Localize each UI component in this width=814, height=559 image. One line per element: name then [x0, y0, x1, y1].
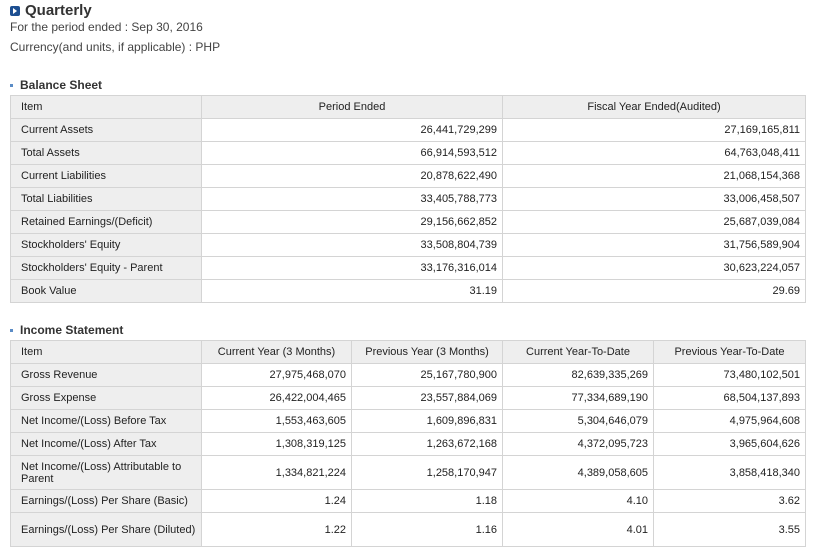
row-label: Earnings/(Loss) Per Share (Basic): [11, 490, 202, 513]
table-row: [11, 119, 806, 142]
row-label: Book Value: [11, 280, 202, 303]
table-row: [11, 364, 806, 387]
balance-sheet-table: [10, 95, 806, 303]
row-label: Gross Revenue: [11, 364, 202, 387]
cell-value: 25,167,780,900: [352, 364, 503, 387]
column-header: Fiscal Year Ended(Audited): [503, 96, 806, 119]
cell-value: 1.18: [352, 490, 503, 513]
row-label: Total Liabilities: [11, 188, 202, 211]
cell-value: 4.10: [503, 490, 654, 513]
balance-sheet-heading: [10, 78, 102, 92]
row-label: Gross Expense: [11, 387, 202, 410]
table-row: [11, 142, 806, 165]
cell-value: 29,156,662,852: [202, 211, 503, 234]
table-row: [11, 165, 806, 188]
cell-value: 27,975,468,070: [202, 364, 352, 387]
column-header: Current Year-To-Date: [503, 341, 654, 364]
cell-value: 1,263,672,168: [352, 433, 503, 456]
row-label: Stockholders' Equity - Parent: [11, 257, 202, 280]
row-label: Earnings/(Loss) Per Share (Diluted): [11, 513, 202, 547]
table-row: [11, 234, 806, 257]
bullet-icon: [10, 329, 13, 332]
cell-value: 21,068,154,368: [503, 165, 806, 188]
income-statement-title: Income Statement: [20, 323, 124, 337]
row-label: Total Assets: [11, 142, 202, 165]
cell-value: 1.22: [202, 513, 352, 547]
row-label: Net Income/(Loss) Attributable to Parent: [11, 456, 202, 490]
table-row: [11, 456, 806, 490]
cell-value: 3.62: [654, 490, 806, 513]
cell-value: 1,258,170,947: [352, 456, 503, 490]
cell-value: 4,389,058,605: [503, 456, 654, 490]
column-header: Item: [11, 341, 202, 364]
cell-value: 1,609,896,831: [352, 410, 503, 433]
cell-value: 3.55: [654, 513, 806, 547]
cell-value: 27,169,165,811: [503, 119, 806, 142]
table-header-row: [11, 96, 806, 119]
cell-value: 3,965,604,626: [654, 433, 806, 456]
report-title[interactable]: [10, 2, 92, 19]
cell-value: 26,422,004,465: [202, 387, 352, 410]
cell-value: 1.24: [202, 490, 352, 513]
cell-value: 73,480,102,501: [654, 364, 806, 387]
period-text: For the period ended : Sep 30, 2016: [10, 20, 203, 34]
cell-value: 33,508,804,739: [202, 234, 503, 257]
balance-sheet-title: Balance Sheet: [20, 78, 103, 92]
cell-value: 77,334,689,190: [503, 387, 654, 410]
report-title-text[interactable]: Quarterly: [25, 2, 92, 19]
column-header: Item: [11, 96, 202, 119]
row-label: Retained Earnings/(Deficit): [11, 211, 202, 234]
row-label: Stockholders' Equity: [11, 234, 202, 257]
table-header-row: [11, 341, 806, 364]
cell-value: 4,975,964,608: [654, 410, 806, 433]
cell-value: 30,623,224,057: [503, 257, 806, 280]
cell-value: 82,639,335,269: [503, 364, 654, 387]
cell-value: 31,756,589,904: [503, 234, 806, 257]
cell-value: 33,006,458,507: [503, 188, 806, 211]
cell-value: 4,372,095,723: [503, 433, 654, 456]
table-row: [11, 188, 806, 211]
table-row: [11, 387, 806, 410]
row-label: Net Income/(Loss) After Tax: [11, 433, 202, 456]
cell-value: 1,334,821,224: [202, 456, 352, 490]
cell-value: 23,557,884,069: [352, 387, 503, 410]
cell-value: 25,687,039,084: [503, 211, 806, 234]
column-header: Previous Year-To-Date: [654, 341, 806, 364]
income-statement-table: [10, 340, 806, 547]
income-statement-heading: [10, 323, 123, 337]
currency-text: Currency(and units, if applicable) : PHP: [10, 40, 221, 54]
cell-value: 20,878,622,490: [202, 165, 503, 188]
column-header: Period Ended: [202, 96, 503, 119]
cell-value: 68,504,137,893: [654, 387, 806, 410]
cell-value: 3,858,418,340: [654, 456, 806, 490]
row-label: Current Assets: [11, 119, 202, 142]
cell-value: 4.01: [503, 513, 654, 547]
table-row: [11, 490, 806, 513]
cell-value: 33,405,788,773: [202, 188, 503, 211]
cell-value: 31.19: [202, 280, 503, 303]
cell-value: 29.69: [503, 280, 806, 303]
table-row: [11, 257, 806, 280]
row-label: Current Liabilities: [11, 165, 202, 188]
column-header: Current Year (3 Months): [202, 341, 352, 364]
bullet-icon: [10, 84, 13, 87]
cell-value: 66,914,593,512: [202, 142, 503, 165]
table-row: [11, 513, 806, 547]
cell-value: 26,441,729,299: [202, 119, 503, 142]
cell-value: 33,176,316,014: [202, 257, 503, 280]
table-row: [11, 433, 806, 456]
cell-value: 1.16: [352, 513, 503, 547]
table-row: [11, 211, 806, 234]
table-row: [11, 280, 806, 303]
table-row: [11, 410, 806, 433]
cell-value: 5,304,646,079: [503, 410, 654, 433]
cell-value: 1,553,463,605: [202, 410, 352, 433]
column-header: Previous Year (3 Months): [352, 341, 503, 364]
cell-value: 1,308,319,125: [202, 433, 352, 456]
row-label: Net Income/(Loss) Before Tax: [11, 410, 202, 433]
cell-value: 64,763,048,411: [503, 142, 806, 165]
expand-arrow-icon[interactable]: [10, 6, 20, 16]
